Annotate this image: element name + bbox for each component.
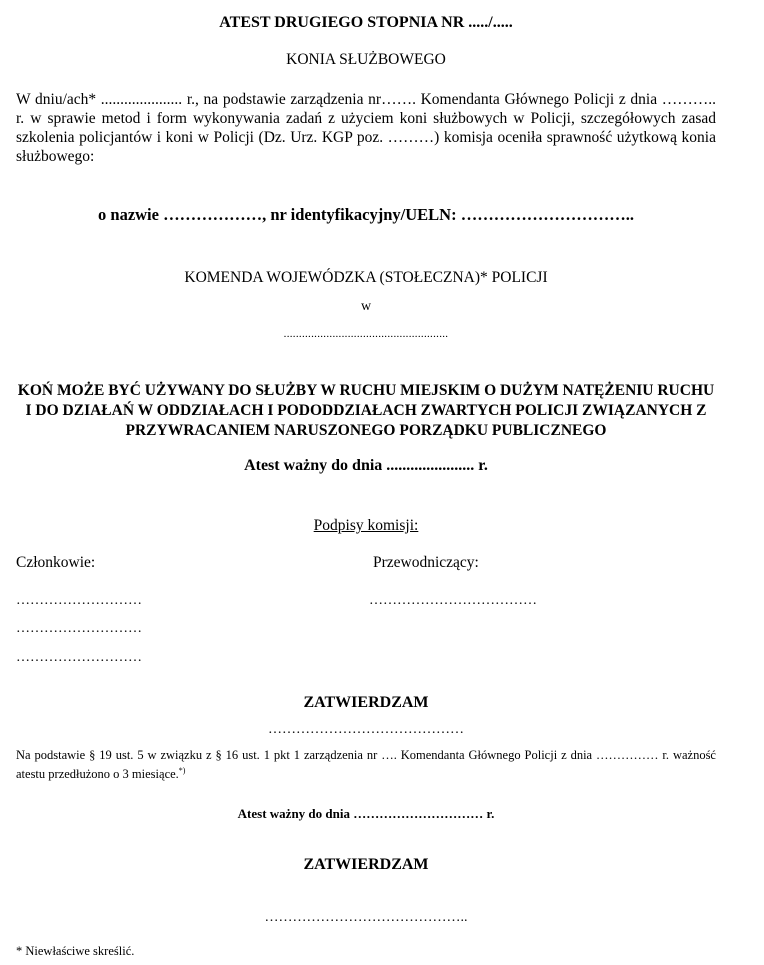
location-blank: ......................................................	[283, 328, 449, 340]
document-page	[16, 0, 716, 965]
footnote: * Niewłaściwe skreślić.	[16, 944, 135, 958]
extension-note-text: Na podstawie § 19 ust. 5 w związku z § 16 ust. 1 pkt 1 zarządzenia nr …. Komendanta Głównego Policji z dnia …………… r. ważność atestu przedłużono o 3 miesiące.	[16, 748, 716, 782]
validity-line-1: Atest ważny do dnia ...................... r.	[244, 457, 488, 474]
intro-paragraph: W dniu/ach* ..................... r., na podstawie zarządzenia nr……. Komendanta Głównego Policji z dnia ……….. r. w sprawie metod i form wykonywania zadań z użyciem koni służbowych w Policji, szczegółowych zasad szkolenia policjantów i koni w Policji (Dz. Urz. KGP poz. ………) komisja oceniła sprawność użytkową konia służbowego:	[16, 91, 716, 165]
validity-line-2: Atest ważny do dnia ………………………… r.	[237, 806, 495, 821]
member-signature-line: ………………………	[16, 650, 142, 665]
horse-identification-line: o nazwie ………………, nr identyfikacyjny/UELN: …………………………..	[98, 205, 634, 224]
members-label: Członkowie:	[16, 554, 96, 571]
fitness-statement: KOŃ MOŻE BYĆ UŻYWANY DO SŁUŻBY W RUCHU MIEJSKIM O DUŻYM NATĘŻENIU RUCHU I DO DZIAŁAŃ W ODDZIAŁACH I PODODDZIAŁACH ZWARTYCH POLICJI ZWIĄZANYCH Z PRZYWRACANIEM NARUSZONEGO PORZĄDKU PUBLICZNEGO	[17, 382, 715, 439]
approval-heading-1: ZATWIERDZAM	[303, 694, 429, 711]
location-preposition: w	[360, 299, 372, 314]
document-title: ATEST DRUGIEGO STOPNIA NR ...../.....	[219, 14, 513, 31]
approval-heading-2: ZATWIERDZAM	[303, 856, 429, 873]
signatures-heading: Podpisy komisji:	[313, 517, 419, 534]
member-signature-line: ………………………	[16, 621, 142, 636]
extension-note	[16, 747, 716, 782]
police-command-name: KOMENDA WOJEWÓDZKA (STOŁECZNA)* POLICJI	[184, 269, 548, 286]
document-subtitle: KONIA SŁUŻBOWEGO	[286, 51, 446, 68]
approval-signature-line-1: ……………………………………	[268, 722, 464, 737]
member-signature-line: ………………………	[16, 593, 142, 608]
chair-label: Przewodniczący:	[373, 554, 479, 571]
approval-signature-line-2: ……………………………………..	[264, 910, 468, 925]
chair-signature-line: ………………………………	[369, 593, 537, 608]
extension-note-mark: *)	[178, 766, 186, 775]
